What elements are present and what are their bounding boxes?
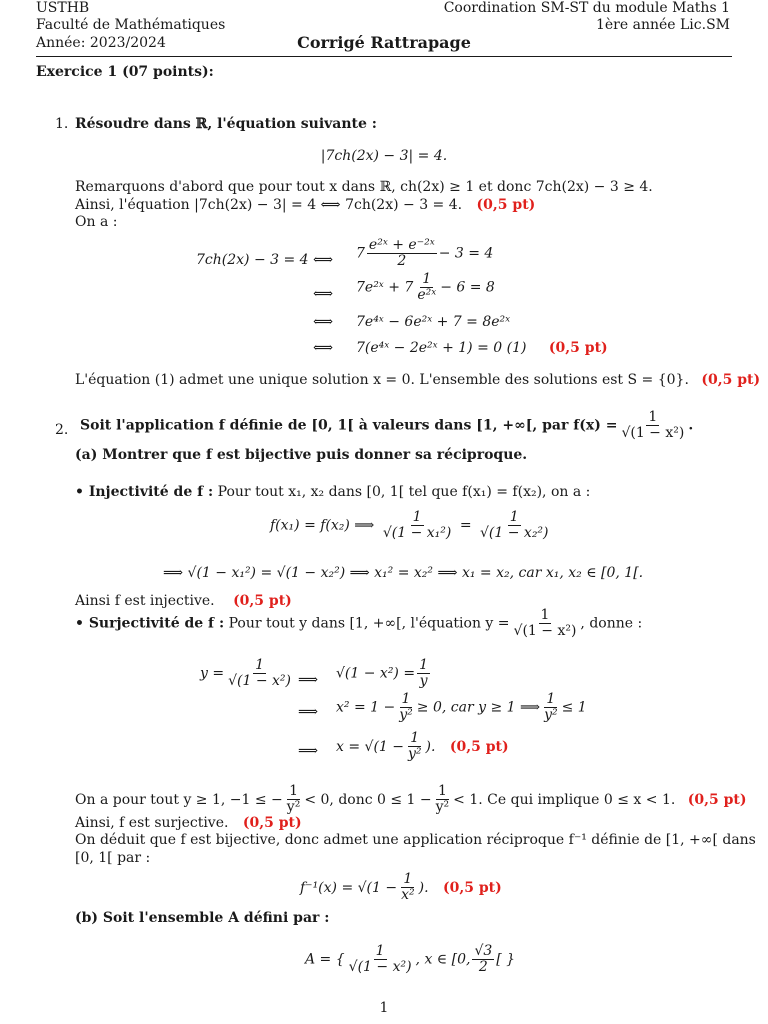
injectivity-label: • Injectivité de f : [75,484,214,500]
header-right-coordination: Coordination SM-ST du module Maths 1 [443,0,730,16]
q1-conclusion: L'équation (1) admet une unique solution x = 0. L'ensemble des solutions est S = {0}. [75,372,689,388]
implies-symbol: ⟹ [298,672,319,688]
q1-remark2: Ainsi, l'équation |7ch(2x) − 3| = 4 ⟺ 7ch(2x) − 3 = 4. [75,197,463,213]
part-b-label: (b) Soit l'ensemble A défini par : [75,910,330,926]
deduce-line1: On déduit que f est bijective, donc admet une application réciproque f⁻¹ définie de [1, +∞[ dans [75,832,756,848]
header-left-year: Année: 2023/2024 [36,35,166,51]
q2-number: 2. [55,422,69,438]
header-right-level: 1ère année Lic.SM [595,17,730,33]
surj-step2: x² = 1 − $\frac{1}{\text{y²}}$ ≥ 0, car y ≥ 1 ⟹ $\frac{1}{\text{y²}}$ ≤ 1 [336,691,587,723]
q1-step1: 7 $\frac{\text{e²ˣ + e⁻²ˣ}}{2}$ − 3 = 4 [356,237,494,269]
q1-on-a: On a : [75,214,118,230]
q2-statement: Soit l'application f définie de [0, 1[ à valeurs dans [1, +∞[, par f(x) = $\frac{1}{\text{√(1 − x²)}}$ . [80,409,694,441]
points-badge: (0,5 pt) [548,340,608,356]
implies-symbol: ⟹ [298,704,319,720]
equiv-symbol: ⟺ [313,286,334,302]
q1-statement: Résoudre dans ℝ, l'équation suivante : [75,116,377,132]
points-badge: (0,5 pt) [687,791,747,808]
surjectivity-conclusion: Ainsi, f est surjective. [75,815,229,831]
surj-step1-rhs: √(1 − x²) = $\frac{1}{y}$ [336,657,428,689]
page-number: 1 [379,1000,389,1016]
surjectivity-label: • Surjectivité de f : [75,615,225,632]
points-badge: (0,5 pt) [443,879,502,896]
q1-lhs: 7ch(2x) − 3 = 4 [196,252,309,268]
page-title: Corrigé Rattrapage [297,33,471,52]
equiv-symbol: ⟺ [313,252,334,268]
inequality-line: On a pour tout y ≥ 1, −1 ≤ − $\frac{1}{\text{y²}}$ < 0, donc 0 ≤ 1 − $\frac{1}{\text{y²}}$ < 1. Ce qui implique 0 ≤ x < 1. [75,783,676,815]
q1-step3: 7e⁴ˣ − 6e²ˣ + 7 = 8e²ˣ [356,314,511,330]
implies-symbol: ⟹ [298,743,319,759]
surj-step1-lhs: y = $\frac{1}{\text{√(1 − x²)}}$ [200,657,291,689]
q2-part-a: (a) Montrer que f est bijective puis donner sa réciproque. [75,447,528,463]
header-left-institution: USTHB [36,0,90,16]
q1-step2: 7e²ˣ + 7 $\frac{1}{\text{e²ˣ}}$ − 6 = 8 [356,271,495,303]
points-badge: (0,5 pt) [233,593,292,609]
q1-remark1: Remarquons d'abord que pour tout x dans ℝ, ch(2x) ≥ 1 et donc 7ch(2x) − 3 ≥ 4. [75,179,653,195]
points-badge: (0,5 pt) [701,372,761,388]
q1-number: 1. [55,116,69,132]
injectivity-conclusion: Ainsi f est injective. [75,593,215,609]
header-rule [36,56,732,57]
header-left-faculty: Faculté de Mathématiques [36,17,226,33]
exercise-label: Exercice 1 (07 points): [36,64,214,80]
points-badge: (0,5 pt) [242,815,302,831]
q1-step4: 7(e⁴ˣ − 2e²ˣ + 1) = 0 (1) [356,340,527,356]
set-a-definition: A = { $\frac{1}{\text{√(1 − x²)}}$ , x ∈ [0, $\frac{√3}{2}$ [ } [305,943,516,975]
equiv-symbol: ⟺ [313,340,334,356]
points-badge: (0,5 pt) [449,738,509,755]
injectivity-text: Pour tout x₁, x₂ dans [0, 1[ tel que f(x₁) = f(x₂), on a : [217,484,591,500]
surjectivity-text: Pour tout y dans [1, +∞[, l'équation y = [228,615,510,632]
deduce-line2: [0, 1[ par : [75,850,151,866]
inverse-function: f⁻¹(x) = √(1 − $\frac{1}{\text{x²}}$ ). [300,871,429,903]
q1-equation: |7ch(2x) − 3| = 4. [320,148,448,164]
inj-eq2: ⟹ √(1 − x₁²) = √(1 − x₂²) ⟹ x₁² = x₂² ⟹ x₁ = x₂, car x₁, x₂ ∈ [0, 1[. [163,565,644,581]
inj-eq1: f(x₁) = f(x₂) ⟹ $\frac{1}{\text{√(1 − x₁²)}}$ = $\frac{1}{\text{√(1 − x₂²)}}$ [270,509,549,541]
points-badge: (0,5 pt) [476,197,536,213]
equiv-symbol: ⟺ [313,314,334,330]
surj-step3: x = √(1 − $\frac{1}{\text{y²}}$ ). [336,730,436,762]
